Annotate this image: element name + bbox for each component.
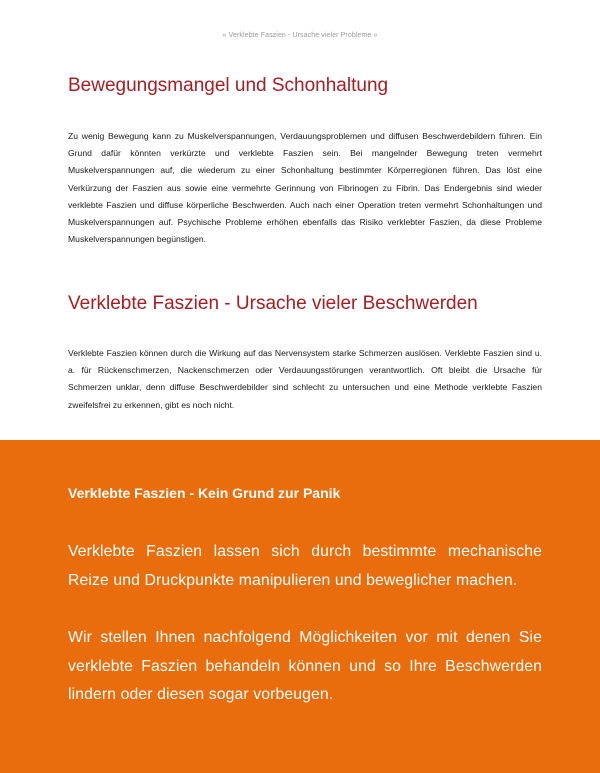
panel-paragraph: Wir stellen Ihnen nachfolgend Möglichkeiten vor mit denen Sie verklebte Faszien behandeln können und so Ihre Beschwerden lindern oder diesen sogar vorbeugen. [68, 629, 542, 703]
highlight-panel [0, 440, 600, 773]
section-body: Zu wenig Bewegung kann zu Muskelverspannungen, Verdauungsproblemen und diffusen Beschwerdebildern führen. Ein Grund dafür könnten verkürzte und verklebte Faszien sein. Bei mangelnder Bewegung treten vermehrt Muskelverspannungen auf, die wiederum zu einer Schonhaltung bestimmter Körperregionen führen. Das löst eine Verkürzung der Faszien aus sowie eine vermehrte Gerinnung von Fibrinogen zu Fibrin. Das Endergebnis sind wieder verklebte Faszien und diffuse körperliche Beschwerden. Auch nach einer Operation treten vermehrt Schonhaltungen und Muskelverspannungen auf. Psychische Probleme erhöhen ebenfalls das Risiko verklebter Faszien, da diese Probleme Muskelverspannungen begünstigen. [68, 131, 542, 245]
panel-paragraph: Verklebte Faszien lassen sich durch bestimmte mechanische Reize und Druckpunkte manipulieren und beweglicher machen. [68, 543, 542, 589]
section-bewegungsmangel [68, 75, 542, 248]
panel-title: Verklebte Faszien - Kein Grund zur Panik [68, 485, 341, 501]
section-heading: Bewegungsmangel und Schonhaltung [68, 75, 389, 96]
section-body: Verklebte Faszien können durch die Wirkung auf das Nervensystem starke Schmerzen auslösen. Verklebte Faszien sind u. a. für Rückenschmerzen, Nackenschmerzen oder Verdauungsstörungen verantwortlich. Oft bleibt die Ursache für Schmerzen unklar, denn diffuse Beschwerdebilder sind schlecht zu untersuchen und eine Methode verklebte Faszien zweifelsfrei zu erkennen, gibt es noch nicht. [68, 348, 542, 410]
section-heading: Verklebte Faszien - Ursache vieler Beschwerden [68, 293, 478, 314]
running-header: « Verklebte Faszien - Ursache vieler Probleme » [222, 32, 378, 39]
section-verklebte-faszien [68, 293, 542, 414]
